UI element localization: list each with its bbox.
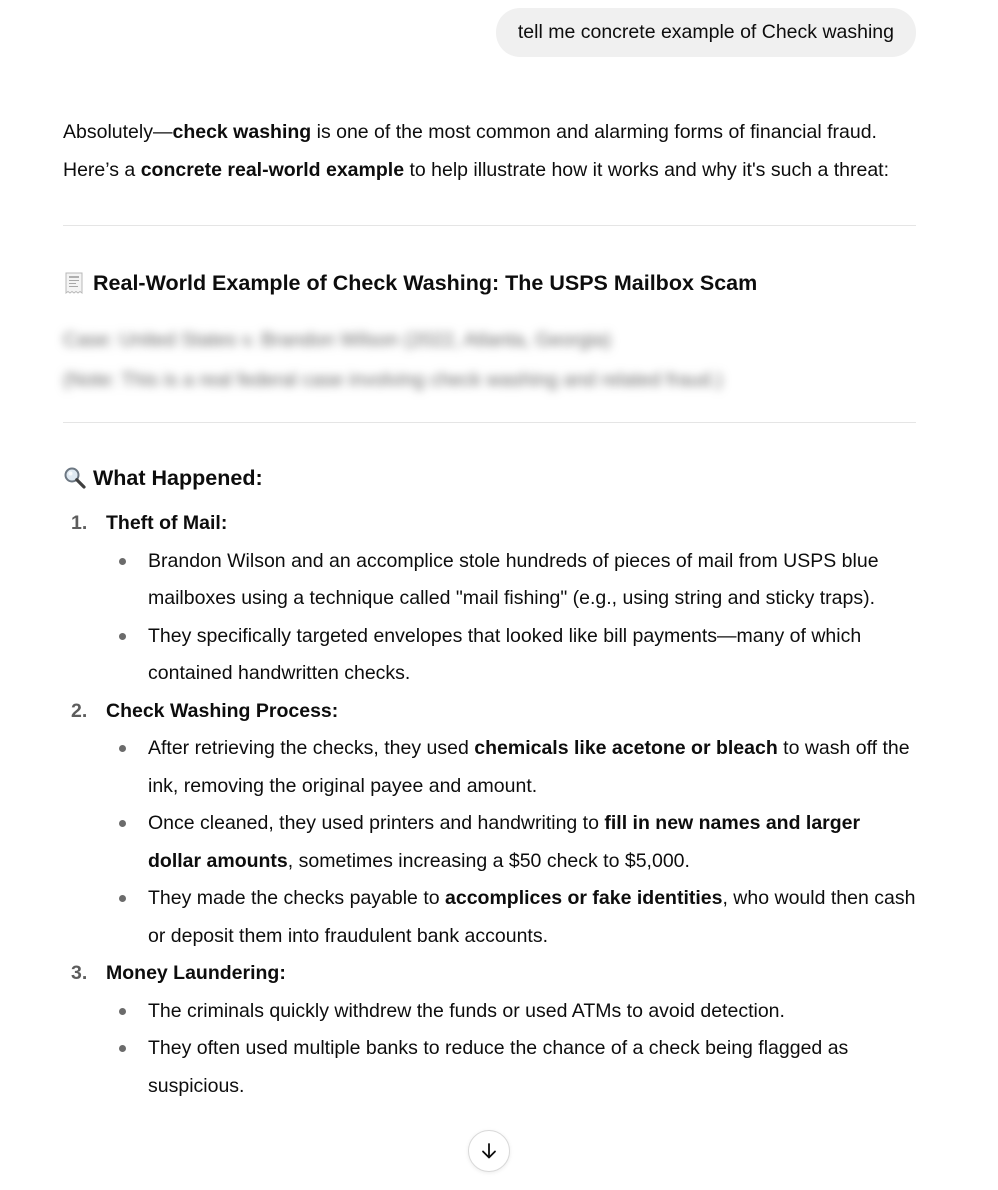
bullet-text-tail: , who would then cash or deposit them into fraudulent bank accounts. — [148, 887, 916, 947]
section-heading-text: What Happened: — [93, 466, 263, 490]
intro-bold-1: check washing — [172, 121, 312, 143]
bullet-dot — [119, 820, 126, 827]
step-title: Check Washing Process: — [106, 699, 339, 722]
blurred-line-1: Case: United States v. Brandon Wilson (2022, Atlanta, Georgia) — [63, 329, 612, 351]
bullet-item — [106, 880, 917, 955]
bullet-bold-text: chemicals like acetone or bleach — [474, 737, 778, 759]
user-message-text: tell me concrete example of Check washing — [517, 21, 894, 43]
bullet-dot — [119, 633, 126, 640]
intro-bold-2: concrete real-world example — [140, 158, 405, 181]
intro-paragraph — [63, 114, 917, 189]
step-number: 1. — [71, 512, 88, 534]
bullet-item — [106, 543, 917, 618]
section-heading-what-happened — [63, 463, 917, 493]
bullet-text-tail: , sometimes increasing a $50 check to $5,000. — [287, 849, 690, 872]
bullet-dot — [119, 895, 126, 902]
step-title: Money Laundering: — [106, 962, 286, 984]
bullet-item — [106, 1030, 917, 1105]
step-number: 2. — [71, 699, 88, 722]
step-item — [63, 505, 917, 693]
step-title: Theft of Mail: — [106, 512, 228, 534]
blurred-case-info — [63, 320, 917, 400]
intro-text-1: Absolutely— — [63, 121, 173, 143]
bullet-dot — [119, 1008, 126, 1015]
user-message-bubble — [496, 8, 916, 57]
blurred-line-2: (Note: This is a real federal case involving check washing and related fraud.) — [63, 369, 723, 391]
bullet-bold-text: accomplices or fake identities — [445, 887, 723, 909]
assistant-message — [63, 114, 917, 1105]
section-heading-text: Real-World Example of Check Washing: The USPS Mailbox Scam — [93, 271, 758, 295]
bullet-item — [106, 993, 917, 1031]
bullet-list — [106, 543, 917, 693]
bullet-text: After retrieving the checks, they used — [148, 737, 475, 759]
bullet-dot — [119, 1045, 126, 1052]
bullet-text-tail: to wash off the ink, removing the original payee and amount. — [148, 737, 910, 797]
bullet-bold-text: fill in new names and larger dollar amounts — [148, 812, 861, 872]
bullet-text: They often used multiple banks to reduce the chance of a check being flagged as suspicious. — [148, 1037, 849, 1097]
step-item — [63, 693, 917, 956]
bullet-item — [106, 618, 917, 693]
step-number: 3. — [71, 962, 88, 984]
divider — [63, 422, 916, 423]
steps-list — [63, 505, 917, 1105]
section-heading-example — [63, 268, 917, 298]
bullet-item — [106, 730, 917, 805]
bullet-text: The criminals quickly withdrew the funds or used ATMs to avoid detection. — [148, 999, 785, 1022]
bullet-dot — [119, 558, 126, 565]
bullet-text: They specifically targeted envelopes that looked like bill payments—many of which contained handwritten checks. — [148, 624, 862, 684]
intro-text-2: is one of the most common and alarming forms of financial fraud. Here’s a — [63, 121, 877, 181]
magnifying-glass-icon — [63, 466, 85, 490]
arrow-down-icon — [479, 1141, 499, 1161]
bullet-list — [106, 993, 917, 1106]
divider — [63, 225, 916, 226]
bullet-text: Brandon Wilson and an accomplice stole hundreds of pieces of mail from USPS blue mailboxes using a technique called "mail fishing" (e.g., using string and sticky traps). — [148, 549, 879, 609]
bullet-list — [106, 730, 917, 955]
bullet-text: They made the checks payable to — [148, 887, 446, 909]
intro-text-3: to help illustrate how it works and why it's such a threat: — [404, 158, 889, 181]
scroll-to-bottom-button[interactable] — [468, 1130, 510, 1172]
bullet-dot — [119, 745, 126, 752]
bullet-text: Once cleaned, they used printers and handwriting to — [148, 812, 605, 834]
step-item — [63, 955, 917, 1105]
receipt-icon — [63, 271, 85, 295]
bullet-item — [106, 805, 917, 880]
